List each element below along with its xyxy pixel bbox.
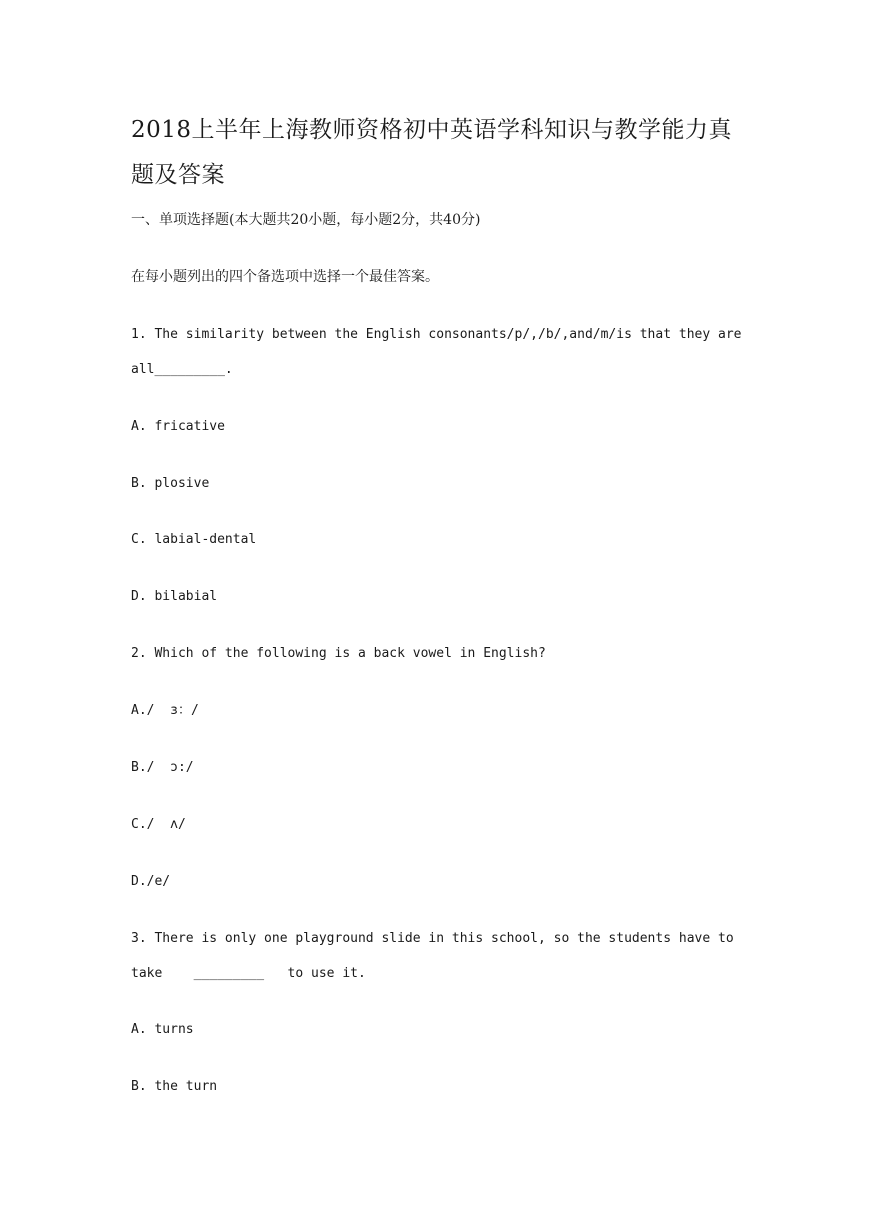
question-1-option-a: A. fricative: [131, 419, 225, 434]
document-title-line-2: 题及答案: [131, 162, 225, 188]
question-3-option-a: A. turns: [131, 1022, 194, 1037]
question-1-stem-line-2: all_________.: [131, 362, 233, 377]
question-3-option-b: B. the turn: [131, 1079, 218, 1094]
question-2-option-d: D./e/: [131, 874, 171, 889]
section-heading: 一、单项选择题(本大题共20小题，每小题2分，共40分): [131, 212, 481, 228]
question-1-option-d: D. bilabial: [131, 589, 218, 604]
instruction-text: 在每小题列出的四个备选项中选择一个最佳答案。: [131, 269, 439, 285]
question-1-option-b: B. plosive: [131, 476, 210, 491]
document-title-line-1: 2018上半年上海教师资格初中英语学科知识与教学能力真: [131, 117, 733, 143]
question-3-stem-line-1: 3. There is only one playground slide in this school, so the students have to: [131, 931, 734, 946]
question-1-option-c: C. labial-dental: [131, 532, 257, 547]
question-2-option-c: C./ ʌ/: [131, 817, 186, 832]
question-2-stem: 2. Which of the following is a back vowel in English?: [131, 646, 546, 661]
question-2-option-b: B./ ɔ:/: [131, 760, 194, 775]
question-3-stem-line-2: take _________ to use it.: [131, 966, 366, 981]
question-1-stem-line-1: 1. The similarity between the English consonants/p/,/b/,and/m/is that they are: [131, 327, 742, 342]
document-title: [131, 108, 751, 198]
question-2-option-a: A./ ɜ：/: [131, 703, 199, 718]
